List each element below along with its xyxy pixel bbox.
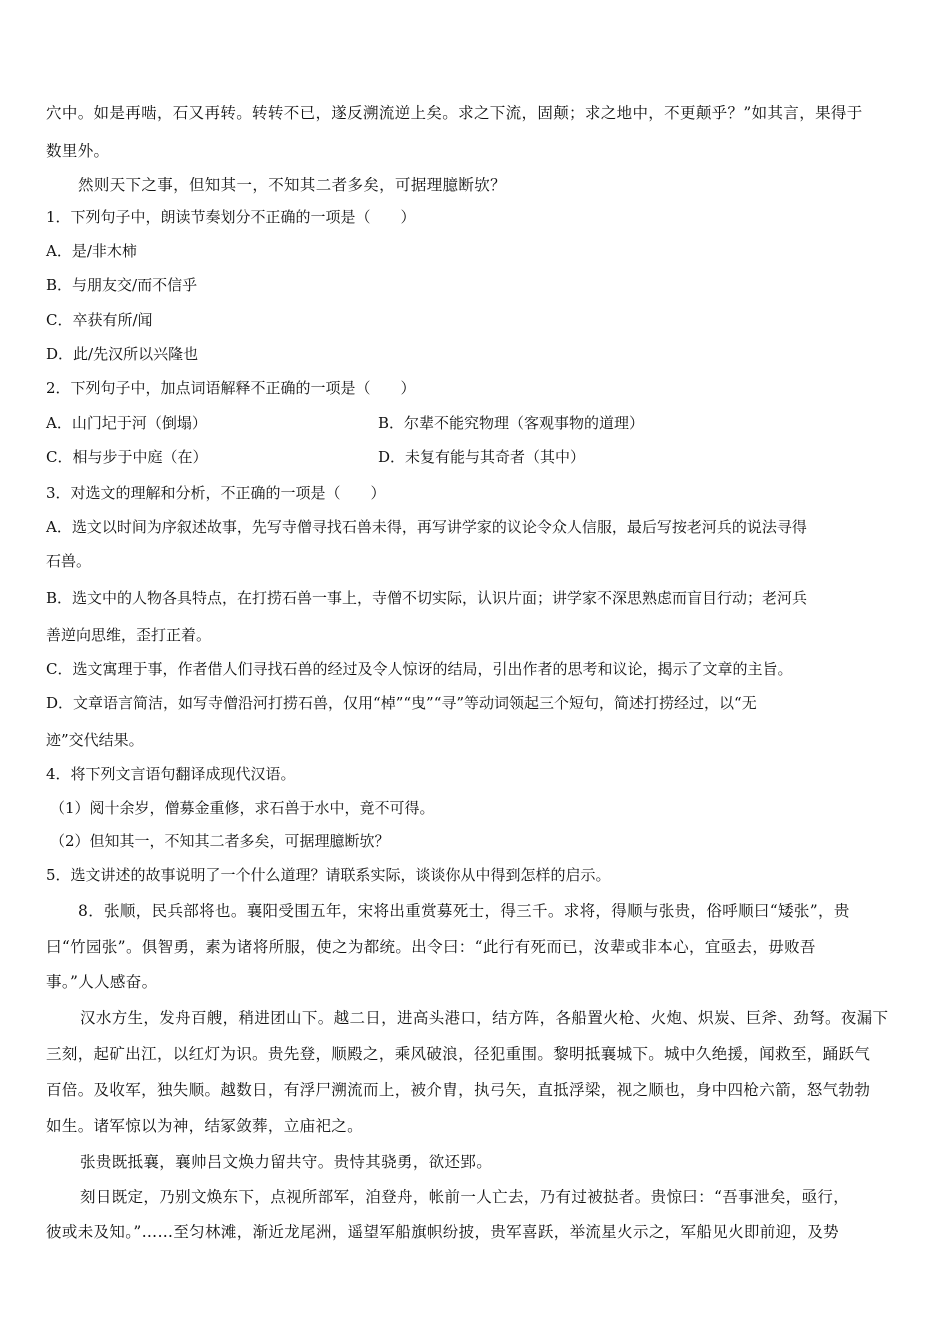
question-3-option-a: A．选文以时间为序叙述故事，先写寺僧寻找石兽未得，再写讲学家的议论令众人信服，最后写按老河兵的说法寻得 <box>46 518 807 536</box>
passage-line: 张贵既抵襄，襄帅吕文焕力留共守。贵恃其骁勇，欲还郢。 <box>80 1153 493 1171</box>
passage-line: 三刻，起矿出江，以红灯为识。贵先登，顺殿之，乘风破浪，径犯重围。黎明抵襄城下。城中久绝援，闻救至，踊跃气 <box>46 1045 871 1063</box>
question-1-option-d: D．此/先汉所以兴隆也 <box>46 345 199 363</box>
passage-line: 曰“竹园张”。俱智勇，素为诸将所服，使之为都统。出令曰：“此行有死而已，汝辈或非本心，宜亟去，毋败吾 <box>46 938 816 956</box>
passage-line: 刻日既定，乃别文焕东下，点视所部军，洎登舟，帐前一人亡去，乃有过被挞者。贵惊曰：“吾事泄矣，亟行， <box>80 1188 850 1206</box>
passage-line: 如生。诸军惊以为神，结冢敛葬，立庙祀之。 <box>46 1117 364 1135</box>
question-3-option-b: B．选文中的人物各具特点，在打捞石兽一事上，寺僧不切实际，认识片面；讲学家不深思熟虑而盲目行动；老河兵 <box>46 589 808 607</box>
passage-line: 事。”人人感奋。 <box>46 973 158 991</box>
question-5-stem: 5．选文讲述的故事说明了一个什么道理？请联系实际，谈谈你从中得到怎样的启示。 <box>46 866 611 884</box>
question-1-option-b: B．与朋友交/而不信乎 <box>46 276 198 294</box>
passage-line: 数里外。 <box>46 142 110 160</box>
question-1-stem: 1．下列句子中，朗读节奏划分不正确的一项是（ ） <box>46 208 416 226</box>
question-2-option-a: A．山门圮于河（倒塌） <box>46 414 207 432</box>
question-4-sentence-2: （2）但知其一，不知其二者多矣，可据理臆断欤？ <box>50 832 390 850</box>
question-2-option-b: B．尔辈不能究物理（客观事物的道理） <box>378 414 645 432</box>
question-1-option-a: A．是/非木柿 <box>46 242 137 260</box>
question-3-option-a-cont: 石兽。 <box>46 552 92 570</box>
passage-line: 穴中。如是再啮，石又再转。转转不已，遂反溯流逆上矣。求之下流，固颠；求之地中，不更颠乎？”如其言，果得于 <box>46 104 863 122</box>
passage-line: 然则天下之事，但知其一，不知其二者多矣，可据理臆断欤？ <box>78 176 506 194</box>
question-4-sentence-1: （1）阅十余岁，僧募金重修，求石兽于水中，竟不可得。 <box>50 799 435 817</box>
question-3-option-c: C．选文寓理于事，作者借人们寻找石兽的经过及令人惊讶的结局，引出作者的思考和议论，揭示了文章的主旨。 <box>46 660 793 678</box>
passage-line: 汉水方生，发舟百艘，稍进团山下。越二日，进高头港口，结方阵，各船置火枪、火炮、炽炭、巨斧、劲弩。夜漏下 <box>80 1009 889 1027</box>
question-3-option-d: D．文章语言简洁，如写寺僧沿河打捞石兽，仅用“棹”“曳”“寻”等动词领起三个短句，简述打捞经过，以“无 <box>46 694 757 712</box>
question-3-stem: 3．对选文的理解和分析，不正确的一项是（ ） <box>46 484 386 502</box>
question-2-stem: 2．下列句子中，加点词语解释不正确的一项是（ ） <box>46 379 416 397</box>
passage-line: 8．张顺，民兵部将也。襄阳受围五年，宋将出重赏募死士，得三千。求将，得顺与张贵，俗呼顺曰“矮张”，贵 <box>78 902 850 920</box>
question-4-stem: 4．将下列文言语句翻译成现代汉语。 <box>46 765 296 783</box>
question-1-option-c: C．卒获有所/闻 <box>46 311 153 329</box>
question-3-option-d-cont: 迹”交代结果。 <box>46 731 144 749</box>
question-3-option-b-cont: 善逆向思维，歪打正着。 <box>46 626 212 644</box>
question-2-option-c: C．相与步于中庭（在） <box>46 448 208 466</box>
passage-line: 百倍。及收军，独失顺。越数日，有浮尸溯流而上，被介胄，执弓矢，直抵浮梁，视之顺也，身中四枪六箭，怒气勃勃 <box>46 1081 871 1099</box>
passage-line: 彼或未及知。”……至匀林滩，渐近龙尾洲，遥望军船旗帜纷披，贵军喜跃，举流星火示之，军船见火即前迎，及势 <box>46 1223 840 1241</box>
question-2-option-d: D．未复有能与其奇者（其中） <box>378 448 586 466</box>
